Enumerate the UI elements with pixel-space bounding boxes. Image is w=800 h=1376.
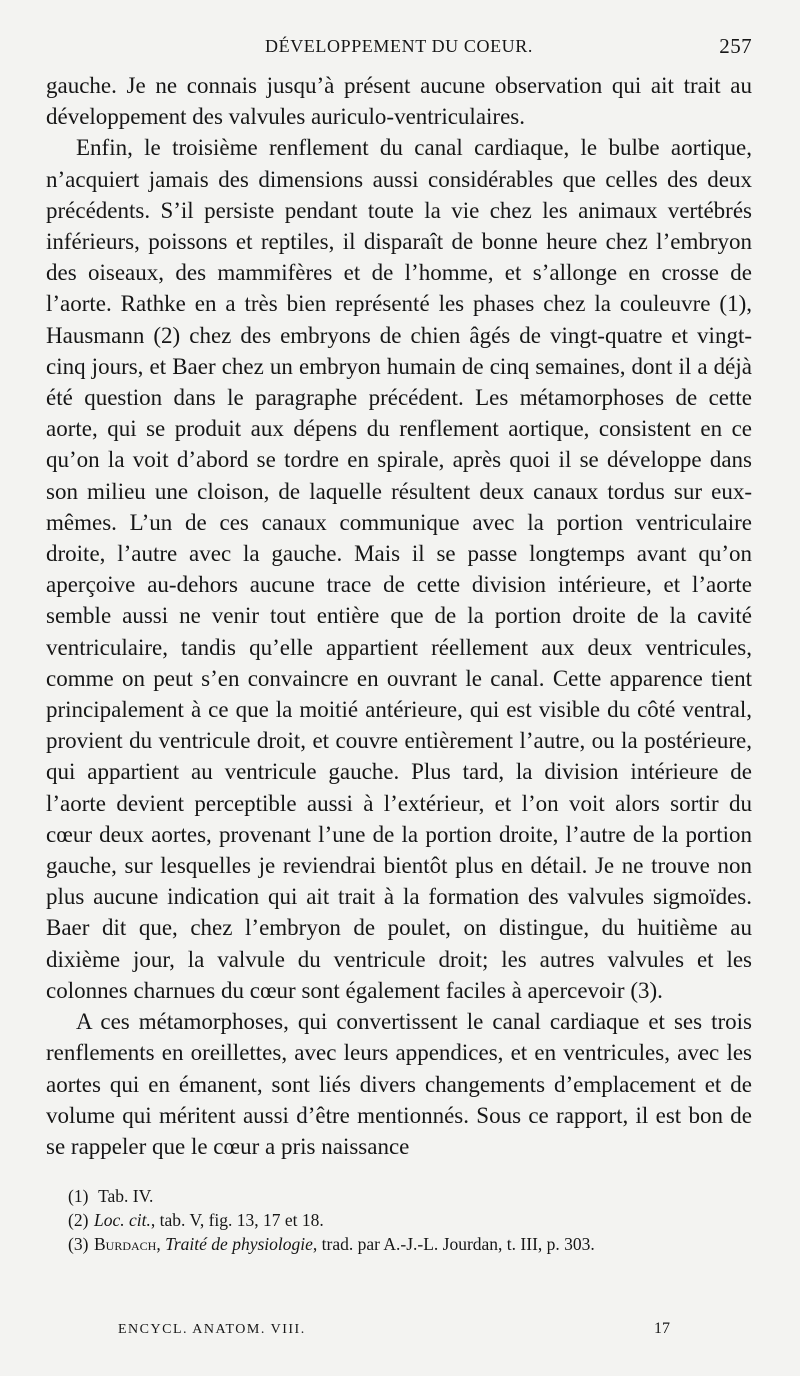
- signature-line: [118, 1322, 670, 1338]
- footnote-text: , trad. par A.-J.-L. Jourdan, t. III, p. 303.: [312, 1234, 595, 1255]
- footnote-number: (2): [68, 1210, 89, 1231]
- footnote-italic: Loc. cit.: [94, 1210, 151, 1231]
- footnote-number: (3): [68, 1234, 89, 1255]
- footnote-number: (1): [68, 1186, 89, 1207]
- footnote-2: [68, 1208, 752, 1232]
- footnote-3: [68, 1232, 752, 1256]
- footnote-italic: Traité de physiologie: [165, 1234, 313, 1255]
- footnote-separator: ,: [156, 1234, 166, 1255]
- paragraph: Enfin, le troisième renflement du canal cardiaque, le bulbe aortique, n’acquiert jamais des dimensions aussi considérables que celles des deux précédents. S’il persiste pendant toute la vie chez les animaux vertébrés inférieurs, poissons et reptiles, il disparaît de bonne heure chez l’embryon des oiseaux, des mammifères et de l’homme, et s’allonge en crosse de l’aorte. Rathke en a très bien représenté les phases chez la couleuvre (1), Hausmann (2) chez des embryons de chien âgés de vingt-quatre et vingt-cinq jours, et Baer chez un embryon humain de cinq semaines, dont il a déjà été question dans le paragraphe précédent. Les métamorphoses de cette aorte, qui se produit aux dépens du renflement aortique, consistent en ce qu’on la voit d’abord se tordre en spirale, après quoi il se développe dans son milieu une cloison, de laquelle résultent deux canaux tordus sur eux-mêmes. L’un de ces canaux communique avec la portion ventriculaire droite, l’autre avec la gauche. Mais il se passe longtemps avant qu’on aperçoive au-dehors aucune trace de cette division intérieure, et l’aorte semble aussi ne venir tout entière que de la portion droite de la cavité ventriculaire, tandis qu’elle appartient réellement aux deux ventricules, comme on peut s’en convaincre en ouvrant le canal. Cette apparence tient principalement à ce que la moitié antérieure, qui est visible du côté ventral, provient du ventricule droit, et couvre entièrement l’autre, ou la postérieure, qui appartient au ventricule gauche. Plus tard, la division intérieure de l’aorte devient perceptible aussi à l’extérieur, et l’on voit alors sortir du cœur deux aortes, provenant l’une de la portion droite, l’autre de la portion gauche, sur lesquelles je reviendrai bientôt plus en détail. Je ne trouve non plus aucune indication qui ait trait à la formation des valvules sigmoïdes. Baer dit que, chez l’embryon de poulet, on distingue, du huitième au dixième jour, la valvule du ventricule droit; les autres valvules et les colonnes charnues du cœur sont également faciles à apercevoir (3).: [46, 135, 752, 1003]
- footnote-1: [68, 1184, 752, 1208]
- signature-left: ENCYCL. ANATOM. VIII.: [118, 1322, 306, 1337]
- running-title: DÉVELOPPEMENT DU COEUR.: [265, 36, 533, 56]
- footnote-text: , tab. V, fig. 13, 17 et 18.: [150, 1210, 324, 1231]
- body-text: [46, 70, 752, 1162]
- page-header: [46, 34, 752, 64]
- paragraph: gauche. Je ne connais jusqu’à présent aucune observation qui ait trait au développement des valvules auriculo-ventriculaires.: [46, 73, 752, 130]
- signature-number: 17: [654, 1320, 670, 1337]
- footnote-author: Burdach: [94, 1234, 157, 1255]
- paragraph: A ces métamorphoses, qui convertissent le canal cardiaque et ses trois renflements en oreillettes, avec leurs appendices, et en ventricules, avec les aortes qui en émanent, sont liés divers changements d’emplacement et de volume qui méritent aussi d’être mentionnés. Sous ce rapport, il est bon de se rappeler que le cœur a pris naissance: [46, 1009, 752, 1159]
- footnote-text: Tab. IV.: [98, 1186, 154, 1207]
- footnotes: [46, 1184, 752, 1256]
- page-number: 257: [719, 34, 752, 58]
